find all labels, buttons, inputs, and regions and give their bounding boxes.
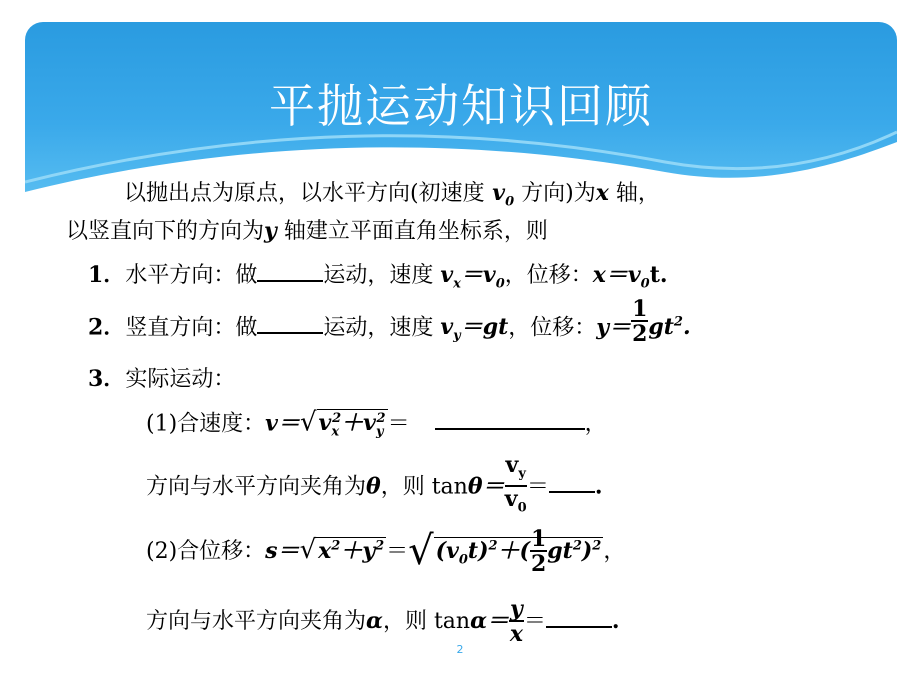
intro-line-1: 以抛出点为原点，以水平方向(初速度 $v_0$ 方向)为x 轴， xyxy=(124,180,660,210)
sub-velocity: (1)合速度：$v=√v_x^2+v_y^2=$ ， xyxy=(146,407,607,440)
intro-line-2: 以竖直向下的方向为y 轴建立平面直角坐标系，则 xyxy=(66,218,548,244)
item-actual: 3．实际运动： xyxy=(88,366,236,392)
velocity-direction: 方向与水平方向夹角为θ，则 tanθ＝ $\frac{v_y}{v_0}$ ＝ . xyxy=(146,452,603,516)
item-horizontal: 1．水平方向：做 运动，速度 $v_x=v_0$，位移：$x=v_0t$. xyxy=(88,258,668,299)
answer-blank xyxy=(257,258,323,282)
sub-displacement: (2)合位移：$s=√x^2+y^2=√(v_0t)^2+$( $\frac{1}{2}$ $gt^2)^2$， xyxy=(146,526,626,577)
answer-blank xyxy=(549,469,595,493)
slide-title: 平抛运动知识回顾 xyxy=(269,79,653,133)
page-number: 2 xyxy=(456,643,464,656)
answer-blank xyxy=(546,604,612,628)
item-vertical: 2．竖直方向：做 运动，速度 $v_y=gt$，位移：y＝ $\frac{1}{2}$ $gt^2$. xyxy=(88,296,691,348)
answer-blank xyxy=(257,310,323,334)
displacement-direction: 方向与水平方向夹角为α，则 tanα＝ $\frac{y}{x}$ ＝ . xyxy=(146,596,620,647)
answer-blank xyxy=(435,406,585,430)
